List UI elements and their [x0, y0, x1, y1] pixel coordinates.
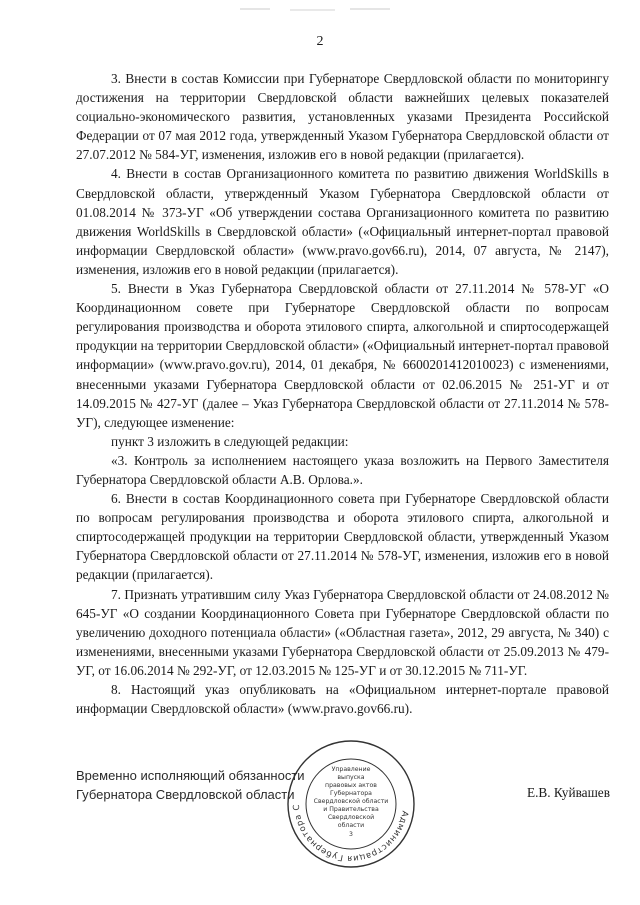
- paragraph-4: 4. Внести в состав Организационного комитета по развитию движения WorldSkills в Свердловской области, утвержденный Указом Губернатора Свердловской области от 01.08.2014 № 373-УГ «Об утверждении состава Организационного комитета по развитию движения WorldSkills в Свердловской области» («Официальный интернет-портал правовой информации Свердловской области» (www.pravo.gov66.ru), 2014, 07 августа, № 2147), изменения, изложив его в новой редакции (прилагается).: [76, 166, 609, 277]
- official-seal-stamp: [285, 738, 417, 870]
- document-body: [76, 69, 609, 718]
- seal-line: области: [337, 822, 365, 829]
- seal-line: Управление: [331, 766, 371, 773]
- signer-name: Е.В. Куйвашев: [526, 785, 610, 800]
- seal-line: правовых актов: [325, 782, 377, 789]
- paragraph-6: 6. Внести в состав Координационного совета при Губернаторе Свердловской области по вопросам регулирования производства и оборота этилового спирта, алкогольной и спиртосодержащей продукции на территории Свердловской области, утвержденный Указом Губернатора Свердловской области от 27.11.2014 № 578-УГ, изменения, изложив его в новой редакции (прилагается).: [76, 491, 609, 583]
- seal-line: и Правительства: [323, 806, 379, 813]
- paragraph-7: 7. Признать утратившим силу Указ Губернатора Свердловской области от 24.08.2012 № 645-УГ «О создании Координационного Совета при Губернаторе Свердловской области по увеличению доходного потенциала области» («Областная газета», 2012, 29 августа, № 340) с изменениями, внесенными указами Губернатора Свердловской области от 25.09.2013 № 479-УГ, от 16.06.2014 № 292-УГ, от 12.03.2015 № 125-УГ и от 30.12.2015 № 711-УГ.: [76, 586, 609, 678]
- paragraph-5-new-text: «3. Контроль за исполнением настоящего указа возложить на Первого Заместителя Губернатора Свердловской области А.В. Орлова.».: [76, 452, 609, 487]
- seal-line: Свердловской: [327, 814, 375, 821]
- paragraph-5: 5. Внести в Указ Губернатора Свердловской области от 27.11.2014 № 578-УГ «О Координационном совете при Губернаторе Свердловской области по вопросам регулирования производства и оборота этилового спирта, алкогольной и спиртосодержащей продукции на территории Свердловской области» («Официальный интернет-портал правовой информации» (www.pravo.gov.ru), 2014, 01 декабря, № 6600201412010023) с изменениями, внесенными указами Губернатора Свердловской области от 02.06.2015 № 251-УГ и от 14.09.2015 № 427-УГ (далее – Указ Губернатора Свердловской области от 27.11.2014 № 578-УГ), следующее изменение:: [76, 281, 609, 430]
- seal-line: Свердловской области: [313, 798, 389, 805]
- seal-line: 3: [349, 831, 353, 838]
- paragraph-8: 8. Настоящий указ опубликовать на «Официальном интернет-портале правовой информации Свердловской области» (www.pravo.gov66.ru).: [76, 682, 609, 717]
- seal-line: Губернатора: [330, 790, 372, 797]
- scan-artifact: [230, 0, 410, 6]
- signer-title-line-2: Губернатора Свердловской области: [76, 787, 295, 802]
- seal-ring-text: Администрация Губернатора С: [291, 803, 410, 864]
- signer-title: [76, 766, 305, 804]
- paragraph-5-instruction: пункт 3 изложить в следующей редакции:: [111, 433, 349, 449]
- page-number: 2: [316, 34, 324, 49]
- signer-title-line-1: Временно исполняющий обязанности: [76, 768, 305, 783]
- paragraph-3: 3. Внести в состав Комиссии при Губернаторе Свердловской области по мониторингу достижения на территории Свердловской области важнейших целевых показателей социально-экономического развития, установленных указами Президента Российской Федерации от 07 мая 2012 года, утвержденный Указом Губернатора Свердловской области от 27.07.2012 № 584-УГ, изменения, изложив его в новой редакции (прилагается).: [76, 71, 609, 163]
- seal-line: выпуска: [337, 774, 365, 781]
